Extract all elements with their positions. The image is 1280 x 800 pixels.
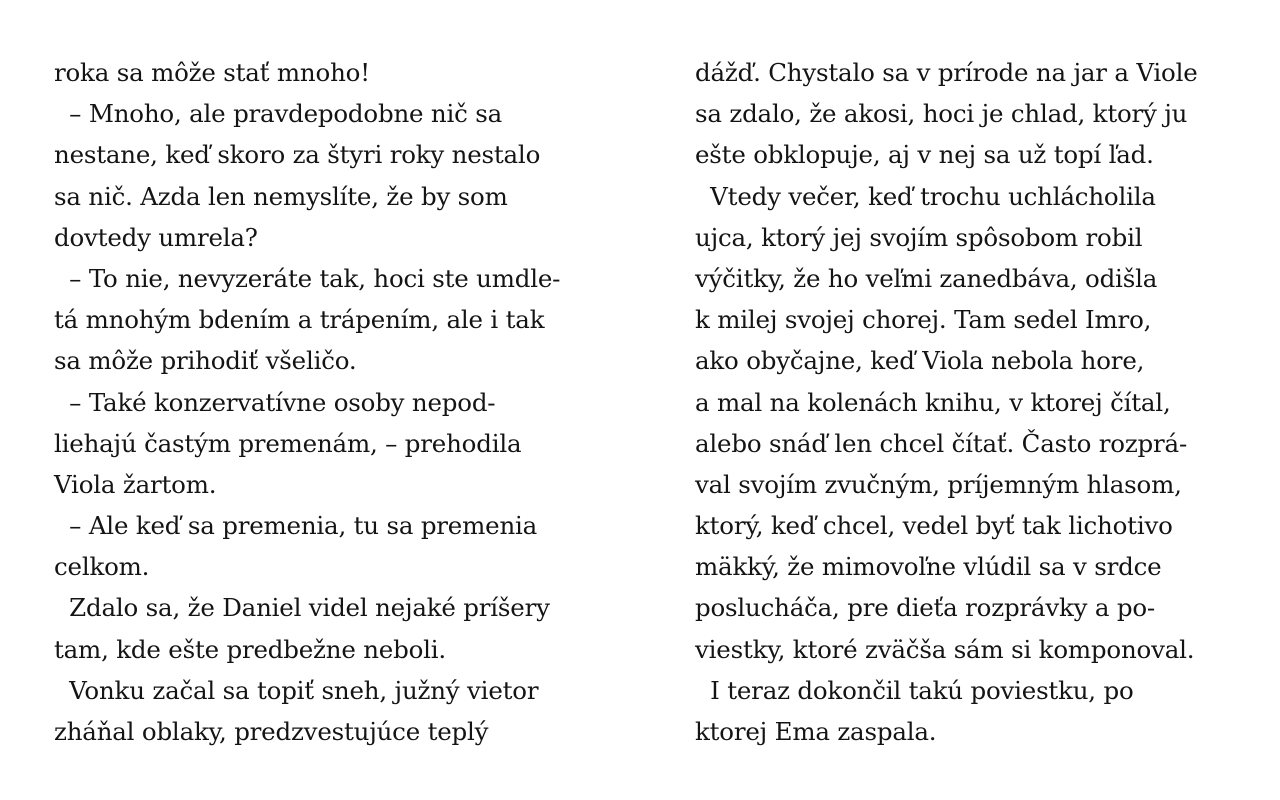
text-line: k milej svojej chorej. Tam sedel Imro, (695, 305, 1152, 335)
text-line: – Také konzervatívne osoby nepod- (54, 387, 496, 417)
text-line: Vtedy večer, keď trochu uchlácholila (695, 181, 1156, 211)
text-line: sa zdalo, že akosi, hoci je chlad, ktorý ju (695, 99, 1188, 129)
text-line: roka sa môže stať mnoho! (54, 58, 370, 87)
text-line: Zdalo sa, že Daniel videl nejaké príšery (54, 593, 550, 623)
text-line: ujca, ktorý jej svojím spôsobom robil (695, 222, 1143, 252)
text-line: celkom. (54, 552, 150, 582)
text-line: výčitky, že ho veľmi zanedbáva, odišla (695, 263, 1158, 293)
text-line: sa môže prihodiť všeličo. (54, 346, 357, 376)
text-line: poslucháča, pre dieťa rozprávky a po- (695, 593, 1155, 623)
text-line: ktorý, keď chcel, vedel byť tak lichotivo (695, 511, 1173, 541)
text-line: I teraz dokončil takú poviestku, po (695, 675, 1134, 705)
text-line: a mal na kolenách knihu, v ktorej čítal, (695, 387, 1171, 417)
text-line: alebo snáď len chcel čítať. Často rozprá- (695, 428, 1188, 458)
text-line: liehajú častým premenám, – prehodila (54, 428, 522, 458)
text-line: ako obyčajne, keď Viola nebola hore, (695, 346, 1145, 376)
text-line: – To nie, nevyzeráte tak, hoci ste umdle- (54, 263, 561, 293)
text-line: Viola žartom. (54, 469, 217, 499)
text-line: tá mnohým bdením a trápením, ale i tak (54, 305, 545, 335)
text-line: Vonku začal sa topiť sneh, južný vietor (54, 675, 539, 705)
text-line: – Mnoho, ale pravdepodobne nič sa (54, 99, 503, 129)
text-line: dovtedy umrela? (54, 222, 258, 252)
text-line: zháňal oblaky, predzvestujúce teplý (54, 717, 489, 746)
text-line: tam, kde ešte predbežne neboli. (54, 634, 446, 664)
left-page (54, 52, 614, 752)
text-line: mäkký, že mimovoľne vlúdil sa v srdce (695, 552, 1162, 582)
text-line: sa nič. Azda len nemyslíte, že by som (54, 181, 508, 211)
text-line: viestky, ktoré zväčša sám si komponoval. (695, 634, 1195, 664)
text-line: ešte obklopuje, aj v nej sa už topí ľad. (695, 140, 1154, 170)
text-line: – Ale keď sa premenia, tu sa premenia (54, 511, 538, 541)
text-line: val svojím zvučným, príjemným hlasom, (695, 469, 1182, 499)
text-line: nestane, keď skoro za štyri roky nestalo (54, 140, 541, 170)
text-line: ktorej Ema zaspala. (695, 717, 937, 746)
right-page (695, 52, 1255, 752)
text-line: dážď. Chystalo sa v prírode na jar a Viole (695, 58, 1198, 87)
